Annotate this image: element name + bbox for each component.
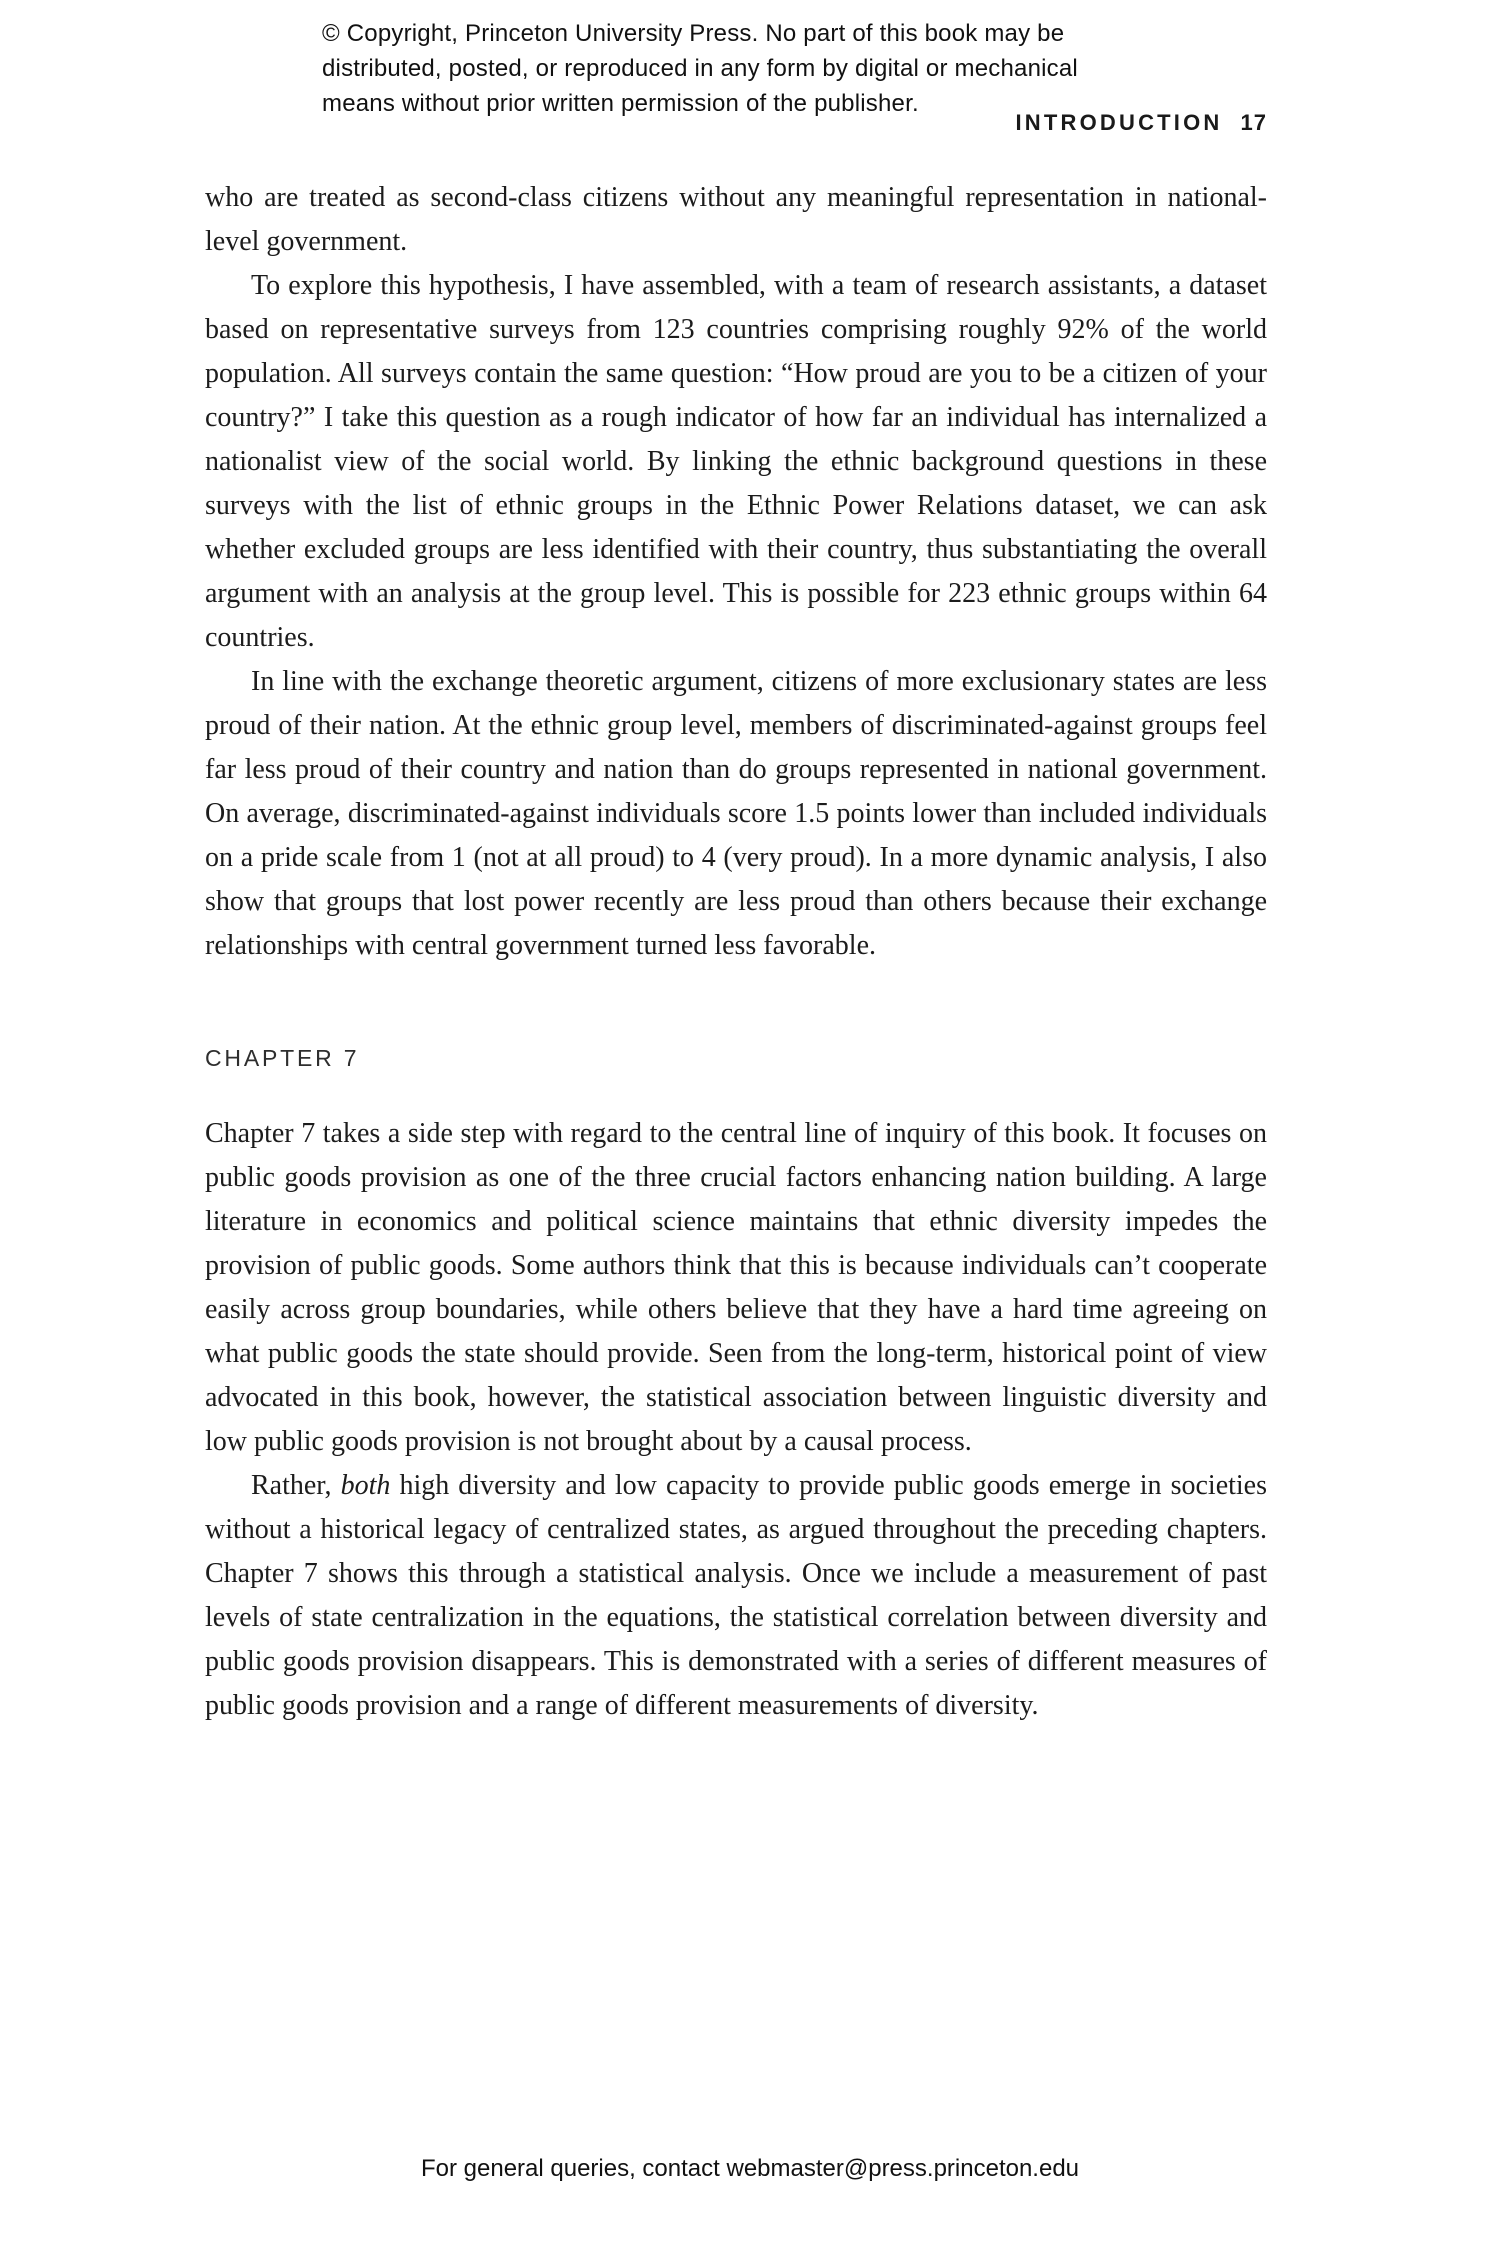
paragraph-hypothesis: To explore this hypothesis, I have assembled, with a team of research assistants, a dataset based on representative surveys from 123 countries comprising roughly 92% of the world population. All surveys contain the same question: “How proud are you to be a citizen of your country?” I take this question as a rough indicator of how far an individual has internalized a nationalist view of the social world. By linking the ethnic background questions in these surveys with the list of ethnic groups in the Ethnic Power Relations dataset, we can ask whether excluded groups are less identified with their country, thus substantiating the overall argument with an analysis at the group level. This is possible for 223 ethnic groups within 64 countries. — [205, 270, 1267, 653]
paragraph-text-before-italic: Rather, — [251, 1470, 341, 1501]
paragraph-continuation: who are treated as second-class citizens without any meaningful representation in national-level government. — [205, 182, 1267, 257]
page-number: 17 — [1240, 110, 1267, 135]
paragraph-chapter7-intro: Chapter 7 takes a side step with regard to the central line of inquiry of this book. It focuses on public goods provision as one of the three crucial factors enhancing nation building. A large literature in economics and political science maintains that ethnic diversity impedes the provision of public goods. Some authors think that this is because individuals can’t cooperate easily across group boundaries, while others believe that they have a hard time agreeing on what public goods the state should provide. Seen from the long-term, historical point of view advocated in this book, however, the statistical association between linguistic diversity and low public goods provision is not brought about by a causal process. — [205, 1118, 1267, 1457]
page-body — [205, 176, 1267, 1728]
running-head — [1015, 110, 1267, 136]
copyright-line-2: distributed, posted, or reproduced in any form by digital or mechanical — [322, 55, 1078, 82]
footer-contact-text: For general queries, contact webmaster@press.princeton.edu — [420, 2155, 1080, 2182]
page-footer — [0, 2155, 1500, 2183]
copyright-line-1: © Copyright, Princeton University Press. No part of this book may be — [322, 20, 1065, 47]
paragraph-text-after-italic: high diversity and low capacity to provide public goods emerge in societies without a historical legacy of centralized states, as argued throughout the preceding chapters. Chapter 7 shows this through a statistical analysis. Once we include a measurement of past levels of state centralization in the equations, the statistical correlation between diversity and public goods provision disappears. This is demonstrated with a series of different measures of public goods provision and a range of different measurements of diversity. — [205, 1470, 1267, 1721]
chapter-heading: CHAPTER 7 — [205, 1045, 360, 1071]
paragraph-exchange-argument: In line with the exchange theoretic argument, citizens of more exclusionary states are less proud of their nation. At the ethnic group level, members of discriminated-against groups feel far less proud of their country and nation than do groups represented in national government. On average, discriminated-against individuals score 1.5 points lower than included individuals on a pride scale from 1 (not at all proud) to 4 (very proud). In a more dynamic analysis, I also show that groups that lost power recently are less proud than others because their exchange relationships with central government turned less favorable. — [205, 666, 1267, 961]
running-head-section: INTRODUCTION — [1015, 110, 1223, 135]
copyright-notice — [322, 16, 1078, 121]
italic-word: both — [340, 1470, 391, 1501]
paragraph-chapter7-rather — [205, 1464, 1267, 1728]
copyright-line-3: means without prior written permission of the publisher. — [322, 90, 919, 117]
